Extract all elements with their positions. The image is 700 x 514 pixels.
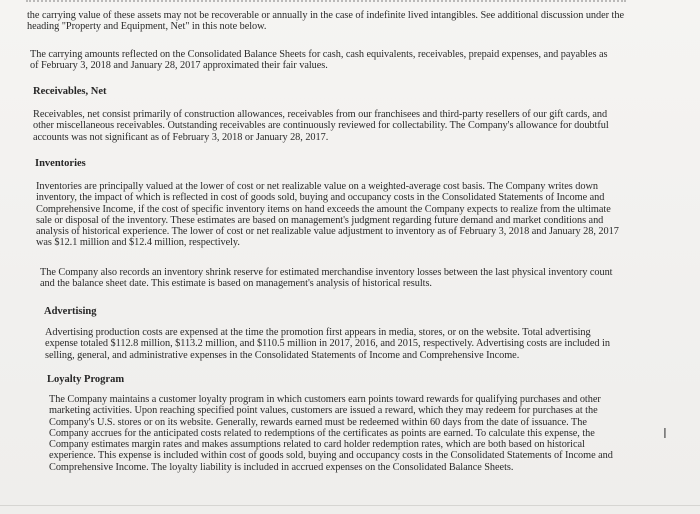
paragraph-inventory-shrink: The Company also records an inventory shrink reserve for estimated merchandise inventory losses between the last physical inventory count and the balance sheet date. This estimate is based on management's analysis of historical results. (40, 267, 613, 290)
paragraph-advertising: Advertising production costs are expensed at the time the promotion first appears in media, stores, or on the website. Total advertising expense totaled $112.8 million, $113.2 million, and $110.5 million in 2017, 2016, and 2015, respectively. Advertising costs are included in selling, general, and administrative expenses in the Consolidated Statements of Income and Comprehensive Income. (45, 327, 610, 361)
clipped-text-edge (26, 0, 626, 7)
heading-loyalty-program: Loyalty Program (47, 374, 125, 385)
text-cursor-icon: I (663, 427, 667, 442)
paragraph-inventories: Inventories are principally valued at the lower of cost or net realizable value on a weighted-average cost basis. The Company writes down inventory, the impact of which is reflected in cost of goods sold, buying and occupancy costs in the Consolidated Statements of Income and Comprehensive Income, if the cost of specific inventory items on hand exceeds the amount the Company expects to realize from the ultimate sale or disposal of the inventory. These estimates are based on management's judgment regarding future demand and market conditions and analysis of historical experience. The lower of cost or net realizable value adjustment to inventory as of February 3, 2018 and January 28, 2017 was $12.1 million and $12.4 million, respectively. (36, 181, 619, 249)
paragraph-fair-value: The carrying amounts reflected on the Consolidated Balance Sheets for cash, cash equivalents, receivables, prepaid expenses, and payables as of February 3, 2018 and January 28, 2017 approximated their fair values. (30, 49, 608, 72)
heading-receivables: Receivables, Net (33, 86, 107, 97)
page-bottom-edge (0, 505, 700, 506)
paragraph-receivables: Receivables, net consist primarily of construction allowances, receivables from our franchisees and third-party resellers of our gift cards, and other miscellaneous receivables. Outstanding receivables are continuously reviewed for collectability. The Company's allowance for doubtful accounts was not significant as of February 3, 2018 or January 28, 2017. (33, 109, 609, 143)
paragraph-intro: the carrying value of these assets may not be recoverable or annually in the case of indefinite lived intangibles. See additional discussion under the heading "Property and Equipment, Net" in this note below. (27, 10, 624, 33)
paragraph-loyalty-program: The Company maintains a customer loyalty program in which customers earn points toward rewards for qualifying purchases and other marketing activities. Upon reaching specified point values, customers are issued a reward, which they may redeem for purchases at the Company's U.S. stores or on its website. Generally, rewards earned must be redeemed within 60 days from the date of issuance. The Company accrues for the anticipated costs related to redemptions of the certificates as points are earned. To calculate this expense, the Company estimates margin rates and makes assumptions related to card holder redemption rates, which are both based on historical experience. This expense is included within cost of goods sold, buying and occupancy costs in the Consolidated Statements of Income and Comprehensive Income. The loyalty liability is included in accrued expenses on the Consolidated Balance Sheets. (49, 394, 613, 473)
heading-advertising: Advertising (44, 306, 97, 317)
heading-inventories: Inventories (35, 158, 86, 169)
